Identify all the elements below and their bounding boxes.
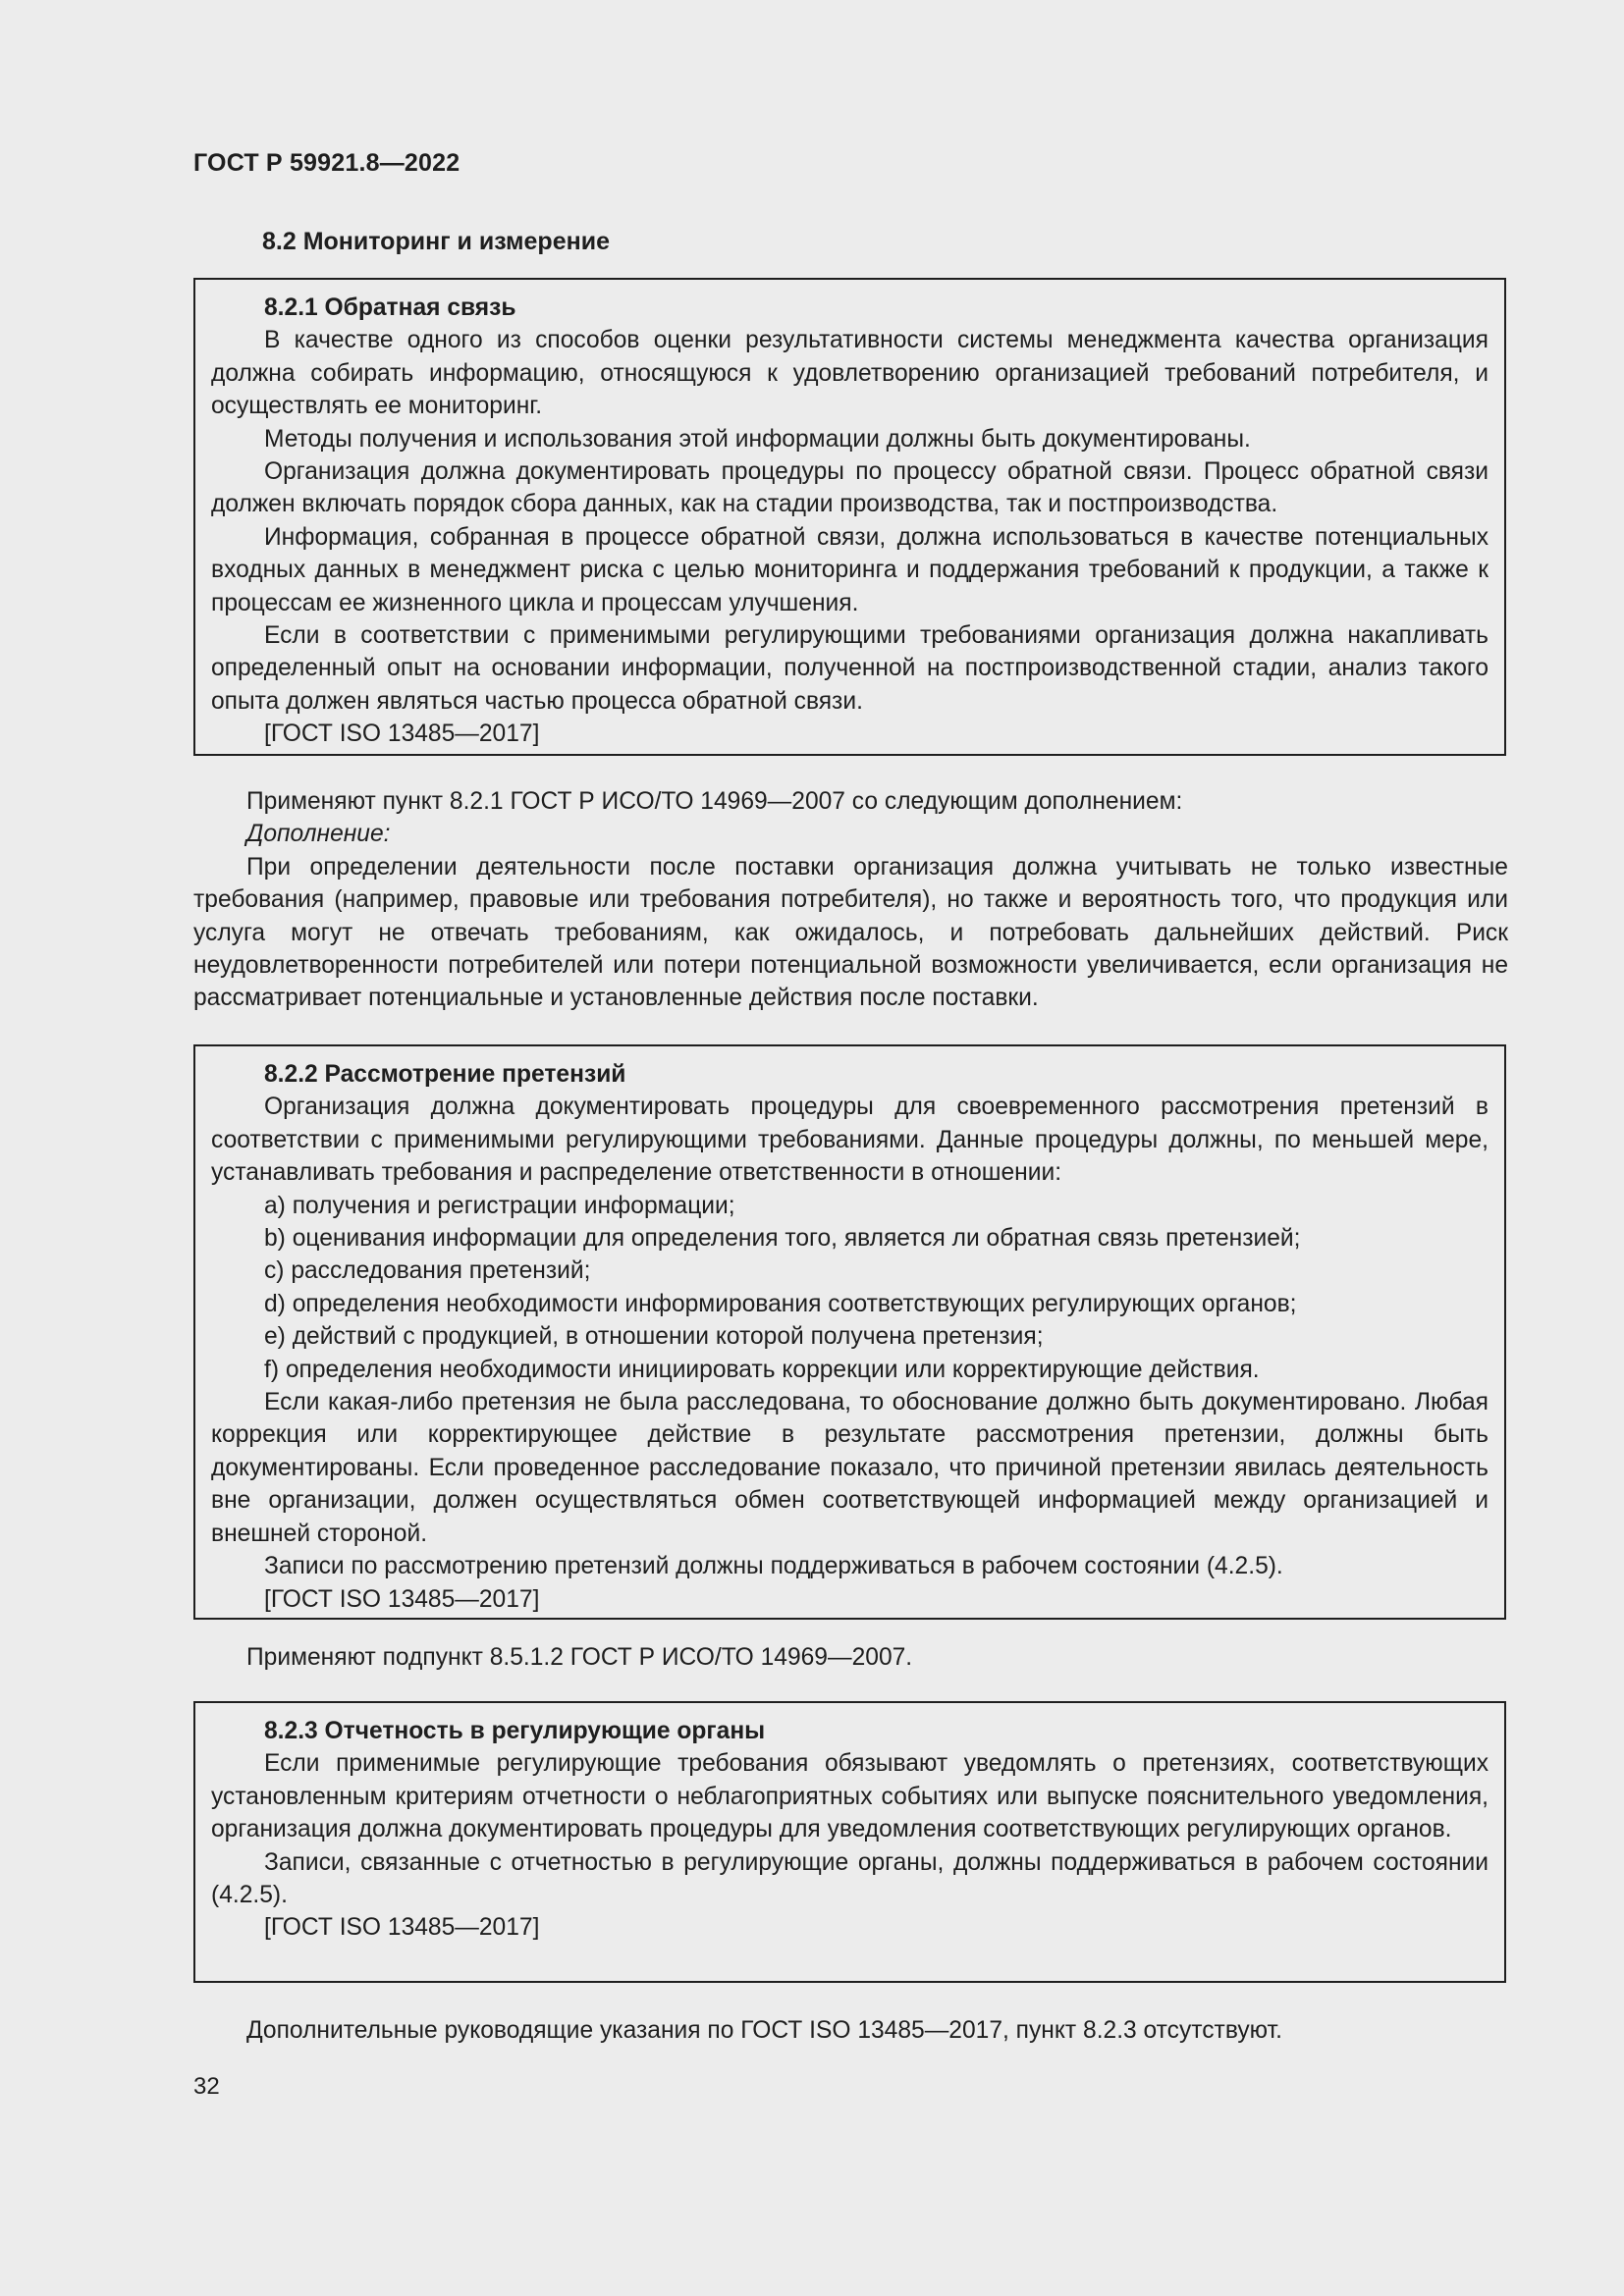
document-code: ГОСТ Р 59921.8—2022 <box>193 149 460 177</box>
supplement-text: При определении деятельности после поставки организация должна учитывать не только известные требования (например, правовые или требования потребителя), но также и вероятность того, что продукция или услуга могут не отвечать требованиям, как ожидалось, и потребовать дальнейших действий. Риск неудовлетворенности потребителей или потери потенциальной возможности увеличивается, если организация не рассматривает потенциальные и установленные действия после поставки. <box>193 853 1508 1012</box>
page-number: 32 <box>193 2073 220 2100</box>
clause-title: 8.2.2 Рассмотрение претензий <box>264 1061 626 1088</box>
clause-paragraph: Информация, собранная в процессе обратной связи, должна использоваться в качестве потенциальных входных данных в менеджмент риска с целью мониторинга и поддержания требований к продукции, а также к процессам ее жизненного цикла и процессам улучшения. <box>211 523 1489 616</box>
clause-title: 8.2.1 Обратная связь <box>264 294 516 321</box>
clause-paragraph: Если в соответствии с применимыми регулирующими требованиями организация должна накапливать определенный опыт на основании информации, полученной на постпроизводственной стадии, анализ такого опыта должен являться частью процесса обратной связи. <box>211 622 1489 715</box>
clause-title: 8.2.3 Отчетность в регулирующие органы <box>264 1718 766 1744</box>
supplement-block <box>193 785 1508 1015</box>
list-item: f) определения необходимости инициировать коррекции или корректирующие действия. <box>264 1356 1260 1383</box>
section-title: 8.2 Мониторинг и измерение <box>262 228 610 255</box>
supplement-label: Дополнение: <box>246 821 391 848</box>
application-note-text: Применяют подпункт 8.5.1.2 ГОСТ Р ИСО/ТО 14969—2007. <box>246 1644 913 1671</box>
clause-paragraph: Записи, связанные с отчетностью в регулирующие органы, должны поддерживаться в рабочем состоянии (4.2.5). <box>211 1848 1489 1909</box>
supplement-intro: Применяют пункт 8.2.1 ГОСТ Р ИСО/ТО 14969—2007 со следующим дополнением: <box>246 788 1183 815</box>
clause-paragraph: Организация должна документировать процедуры для своевременного рассмотрения претензий в соответствии с применимыми регулирующими требованиями. Данные процедуры должны, по меньшей мере, устанавливать требования и распределение ответственности в отношении: <box>211 1094 1489 1187</box>
clause-paragraph: Организация должна документировать процедуры по процессу обратной связи. Процесс обратной связи должен включать порядок сбора данных, как на стадии производства, так и постпроизводства. <box>211 458 1489 518</box>
clause-reference: [ГОСТ ISO 13485—2017] <box>264 1585 540 1613</box>
clause-paragraph: Если какая-либо претензия не была расследована, то обоснование должно быть документировано. Любая коррекция или корректирующее действие в результате рассмотрения претензии, должны быть документированы. Если проведенное расследование показало, что причиной претензии явилась деятельность вне организации, должен осуществляться обмен соответствующей информацией между организацией и внешней стороной. <box>211 1389 1489 1547</box>
clause-reference: [ГОСТ ISO 13485—2017] <box>264 1914 540 1942</box>
list-item: a) получения и регистрации информации; <box>264 1192 735 1219</box>
clause-paragraph: Записи по рассмотрению претензий должны поддерживаться в рабочем состоянии (4.2.5). <box>264 1553 1283 1580</box>
clause-box-feedback <box>193 278 1506 756</box>
application-note <box>193 1641 1508 1674</box>
clause-box-reporting <box>193 1701 1506 1983</box>
clause-paragraph: Методы получения и использования этой информации должны быть документированы. <box>264 425 1251 453</box>
clause-reference: [ГОСТ ISO 13485—2017] <box>264 721 540 748</box>
list-item: b) оценивания информации для определения того, является ли обратная связь претензией; <box>264 1225 1301 1253</box>
list-item: d) определения необходимости информирования соответствующих регулирующих органов; <box>264 1290 1297 1317</box>
list-item: e) действий с продукцией, в отношении которой получена претензия; <box>264 1323 1044 1351</box>
clause-paragraph: Если применимые регулирующие требования обязывают уведомлять о претензиях, соответствующих установленным критериям отчетности о неблагоприятных событиях или выпуске пояснительного уведомления, организация должна документировать процедуры для уведомления соответствующих регулирующих органов. <box>211 1750 1489 1843</box>
clause-box-complaints <box>193 1044 1506 1620</box>
guidance-note-text: Дополнительные руководящие указания по ГОСТ ISO 13485—2017, пункт 8.2.3 отсутствуют. <box>246 2017 1282 2044</box>
guidance-note <box>193 2014 1508 2047</box>
list-item: c) расследования претензий; <box>264 1257 591 1285</box>
clause-paragraph: В качестве одного из способов оценки результативности системы менеджмента качества организация должна собирать информацию, относящуюся к удовлетворению организацией требований потребителя, и осуществлять ее мониторинг. <box>211 327 1489 420</box>
